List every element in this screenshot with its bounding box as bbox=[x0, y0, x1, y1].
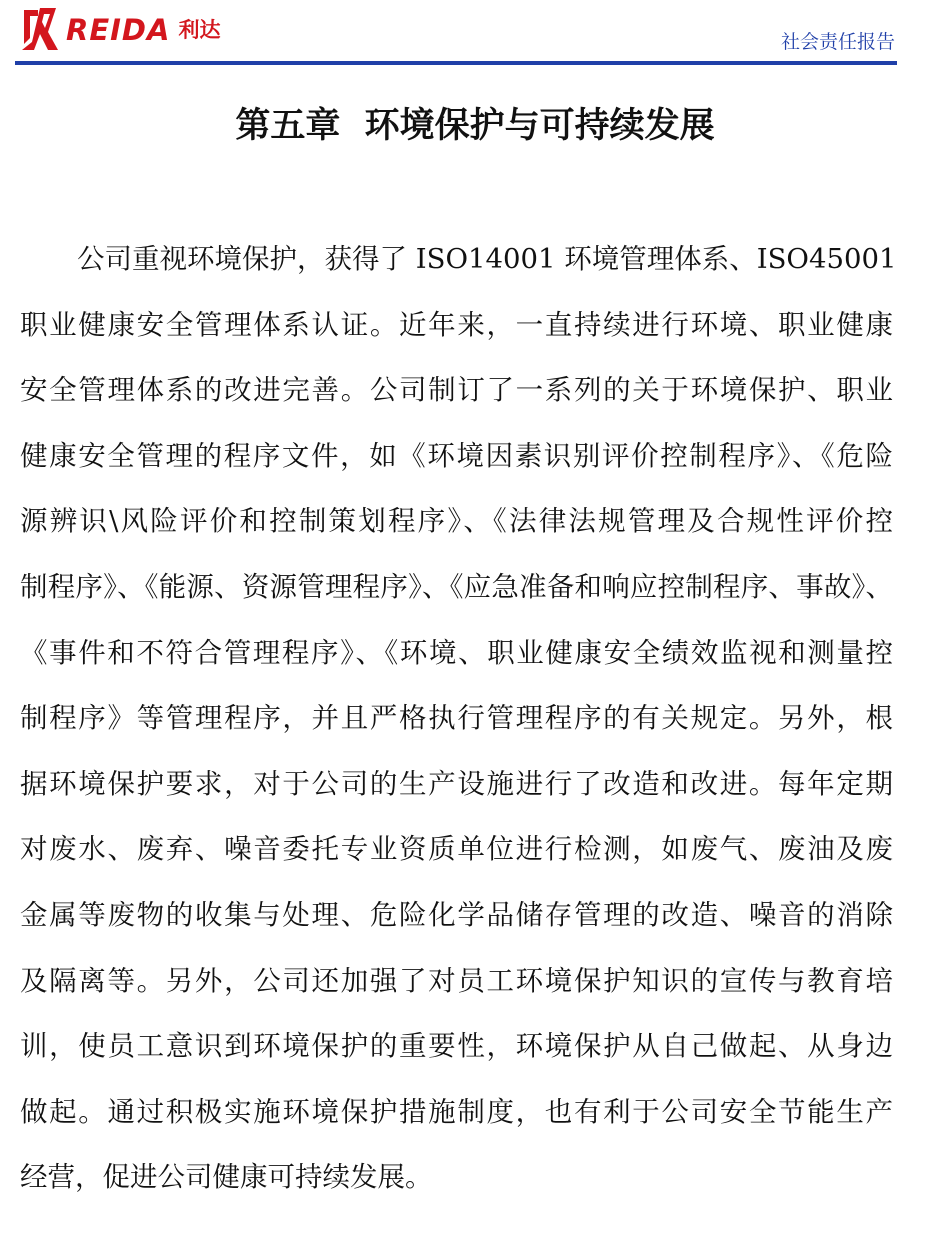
paragraph-line: 及隔离等。另外，公司还加强了对员工环境保护知识的宣传与教育培 bbox=[20, 964, 893, 997]
paragraph-line: 安全管理体系的改进完善。公司制订了一系列的关于环境保护、职业 bbox=[20, 374, 893, 407]
paragraph-line: 制程序》、《能源、资源管理程序》、《应急准备和响应控制程序、事故》、 bbox=[20, 570, 893, 603]
paragraph-line: 经营，促进公司健康可持续发展。 bbox=[20, 1161, 433, 1194]
company-logo bbox=[18, 6, 220, 54]
paragraph-line: 健康安全管理的程序文件，如《环境因素识别评价控制程序》、《危险 bbox=[20, 439, 893, 472]
paragraph-line: 训，使员工意识到环境保护的重要性，环境保护从自己做起、从身边 bbox=[20, 1030, 893, 1063]
paragraph-line: 《事件和不符合管理程序》、《环境、职业健康安全绩效监视和测量控 bbox=[20, 636, 893, 669]
paragraph-line: 职业健康安全管理体系认证。近年来，一直持续进行环境、职业健康 bbox=[20, 308, 893, 341]
paragraph-line: 金属等废物的收集与处理、危险化学品储存管理的改造、噪音的消除 bbox=[20, 898, 893, 931]
paragraph-line: 对废水、废弃、噪音委托专业资质单位进行检测，如废气、废油及废 bbox=[20, 833, 893, 866]
paragraph-line: 源辨识\风险评价和控制策划程序》、《法律法规管理及合规性评价控 bbox=[20, 505, 893, 538]
chapter-title: 第五章 环境保护与可持续发展 bbox=[235, 106, 715, 146]
logo-chinese-name: 利达 bbox=[178, 17, 221, 42]
reida-logo-icon bbox=[18, 6, 62, 54]
page-header bbox=[0, 0, 950, 70]
body-paragraph bbox=[20, 227, 897, 1211]
report-type-label: 社会责任报告 bbox=[780, 31, 895, 53]
paragraph-line: 据环境保护要求，对于公司的生产设施进行了改造和改进。每年定期 bbox=[20, 767, 893, 800]
logo-wordmark: REIDA bbox=[66, 12, 171, 47]
paragraph-line: 做起。通过积极实施环境保护措施制度，也有利于公司安全节能生产 bbox=[20, 1095, 893, 1128]
paragraph-line: 公司重视环境保护，获得了 ISO14001 环境管理体系、ISO45001 bbox=[77, 243, 897, 275]
header-divider bbox=[15, 61, 897, 65]
paragraph-line: 制程序》等管理程序，并且严格执行管理程序的有关规定。另外，根 bbox=[20, 702, 893, 735]
